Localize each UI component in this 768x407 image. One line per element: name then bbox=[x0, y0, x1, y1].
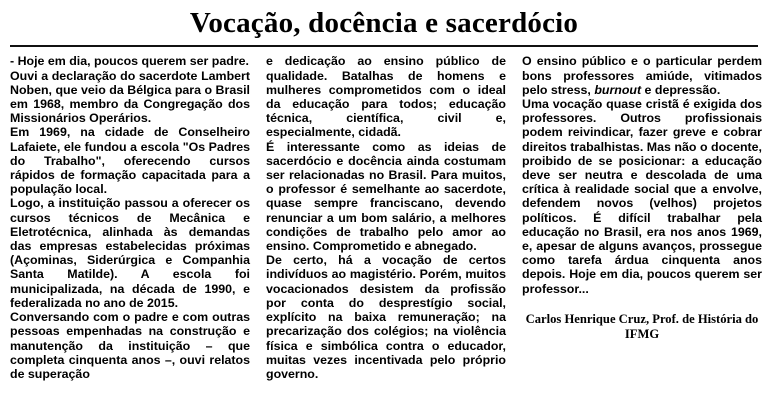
article-columns bbox=[10, 54, 762, 381]
paragraph: O ensino público e o particular perdem bons professores amiúde, vitimados pelo stress, burnout e depressão. bbox=[522, 54, 762, 97]
column-3 bbox=[522, 54, 762, 341]
paragraph: De certo, há a vocação de certos indivíduos ao magistério. Porém, muitos vocacionados desistem da profissão por conta do desprestígio social, explícito na baixa remuneração; na precarização dos colégios; na violência física e simbólica contra o educador, muitas vezes incentivada pelo próprio governo. bbox=[266, 253, 506, 381]
italic-term: burnout bbox=[594, 82, 642, 97]
paragraph: É interessante como as ideias de sacerdócio e docência ainda costumam ser relacionadas no Brasil. Para muitos, o professor é semelhante ao sacerdote, quase sempre franciscano, devendo renunciar a um bom salário, a melhores condições de trabalho pelo amor ao ensino. Comprometido e abnegado. bbox=[266, 139, 506, 254]
title-divider bbox=[10, 45, 758, 47]
paragraph: e dedicação ao ensino público de qualidade. Batalhas de homens e mulheres comprometidos com o ideal da educação para todos; educação técnica, científica, civil e, especialmente, cidadã. bbox=[266, 54, 506, 140]
page-title: Vocação, docência e sacerdócio bbox=[189, 7, 579, 39]
paragraph: Conversando com o padre e com outras pessoas empenhadas na construção e manutenção da instituição – que completa cinquenta anos –, ouvi relatos de superação bbox=[10, 310, 250, 381]
paragraph: Em 1969, na cidade de Conselheiro Lafaiete, ele fundou a escola "Os Padres do Trabalho", oferecendo cursos rápidos de formação capacitada para a população local. bbox=[10, 125, 250, 197]
column-2 bbox=[266, 54, 506, 381]
paragraph: - Hoje em dia, poucos querem ser padre. bbox=[10, 54, 249, 69]
paragraph: Logo, a instituição passou a oferecer os cursos técnicos de Mecânica e Eletrotécnica, alinhada às demandas das empresas estabelecidas próximas (Açominas, Siderúrgica e Companhia Santa Matilde). A escola foi municipalizada, na década de 1990, e federalizada no ano de 2015. bbox=[10, 196, 250, 310]
byline: Carlos Henrique Cruz, Prof. de História do IFMG bbox=[525, 311, 759, 341]
paragraph: Ouvi a declaração do sacerdote Lambert Noben, que veio da Bélgica para o Brasil em 1968, membro da Congregação dos Missionários Operários. bbox=[10, 68, 250, 126]
column-1 bbox=[10, 54, 250, 381]
paragraph: Uma vocação quase cristã é exigida dos professores. Outros profissionais podem reivindicar, fazer greve e cobrar direitos trabalhistas. Mas não o docente, proibido de se posicionar: a educação deve ser neutra e descolada de uma crítica à realidade social que a envolve, defendem novos (velhos) projetos políticos. É difícil trabalhar pela educação no Brasil, era nos anos 1969, e, apesar de alguns avanços, prossegue como tarefa árdua cinquenta anos depois. Hoje em dia, poucos querem ser professor... bbox=[522, 97, 762, 296]
